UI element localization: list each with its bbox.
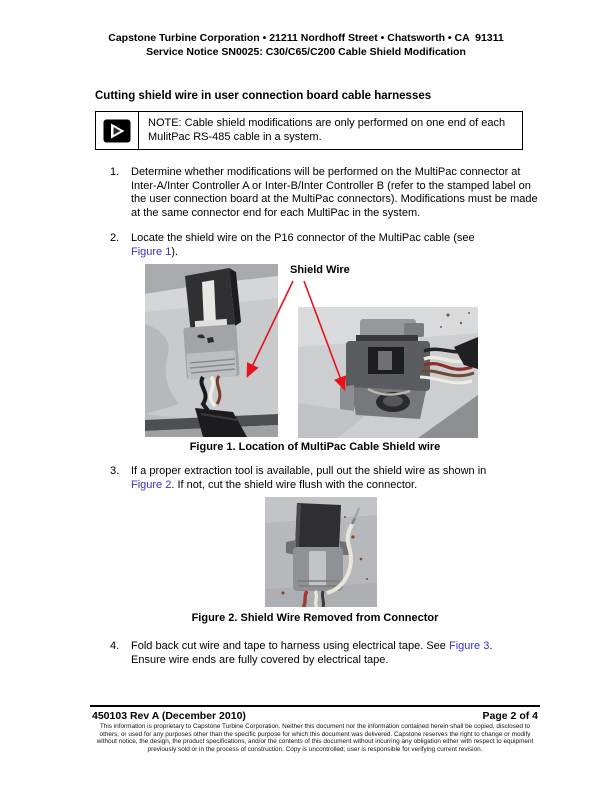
step-3-text-part: . If not, cut the shield wire flush with the connector.	[171, 478, 418, 491]
figure3-link[interactable]: Figure 3	[448, 640, 490, 652]
figure2-photo	[265, 497, 377, 607]
note-text: NOTE: Cable shield modifications are only performed on one end of each MulitPac RS-485 cable in a system.	[148, 117, 506, 143]
figure1-caption: Figure 1. Location of MultiPac Cable Shield wire	[189, 441, 441, 453]
step-4	[110, 640, 542, 667]
step-2	[110, 232, 542, 259]
figure1-link[interactable]: Figure 1	[131, 245, 172, 258]
step-4-text-part: Fold back cut wire and tape to harness using electrical tape. See	[131, 640, 449, 652]
step-2-number: 2.	[110, 232, 120, 244]
step-3-text	[131, 465, 542, 492]
figure2-link[interactable]: Figure 2	[131, 478, 172, 491]
step-2-text-part: ).	[171, 245, 179, 258]
step-2-text	[131, 232, 542, 259]
step-3	[110, 465, 542, 492]
step-2-text-part: Locate the shield wire on the P16 connector of the MultiPac cable (see	[131, 232, 475, 244]
step-3-number: 3.	[110, 465, 120, 477]
figure1-group	[140, 258, 490, 445]
step-3-text-part: If a proper extraction tool is available, pull out the shield wire as shown in	[131, 465, 487, 477]
header-service-notice-line: Service Notice SN0025: C30/C65/C200 Cable Shield Modification	[146, 46, 466, 58]
shield-wire-callout: Shield Wire	[290, 264, 350, 276]
step-4-text-part: .	[489, 640, 493, 652]
footer-legal-text: This information is proprietary to Capstone Turbine Corporation. Neither this document nor the information contained herein shall be copied, disclosed to others, or used for any purposes other than the specific purpose for which this document was delivered. Capstone reserves the right to change or modify without notice, the design, the product specifications, and/or the contents of this document without incurring any obligation either with respect to equipment previously sold or in the process of construction. Copy is uncontrolled; user is responsible for verifying current revision.	[96, 723, 534, 754]
shield-wire-arrows	[140, 258, 490, 445]
step-4-text	[131, 640, 542, 667]
shield-wire-arrow-left	[248, 281, 293, 375]
shield-wire-arrow-right	[304, 281, 344, 388]
footer-rule	[90, 705, 540, 707]
footer-doc-number: 450103 Rev A (December 2010)	[92, 710, 246, 722]
step-1-text: Determine whether modifications will be performed on the MultiPac connector at Inter-A/Inter Controller A or Inter-B/Inter Controller B (refer to the stamped label on the user connection board at the MultiPac connectors). Modifications must be made at the same connector end for each MultiPac in the system.	[131, 166, 538, 219]
note-pointer-icon	[103, 119, 131, 143]
step-1-number: 1.	[110, 166, 120, 178]
section-heading: Cutting shield wire in user connection board cable harnesses	[95, 90, 432, 102]
header-address-line: Capstone Turbine Corporation • 21211 Nordhoff Street • Chatsworth • CA 91311	[108, 32, 504, 44]
step-4-number: 4.	[110, 640, 120, 652]
figure2-caption: Figure 2. Shield Wire Removed from Connector	[191, 612, 439, 624]
step-4-text-part: Ensure wire ends are fully covered by electrical tape.	[131, 653, 389, 666]
footer-page-number: Page 2 of 4	[482, 710, 538, 722]
footer-row	[92, 710, 538, 722]
note-icon-cell	[96, 112, 139, 149]
note-box	[95, 111, 523, 150]
step-1	[110, 166, 542, 220]
